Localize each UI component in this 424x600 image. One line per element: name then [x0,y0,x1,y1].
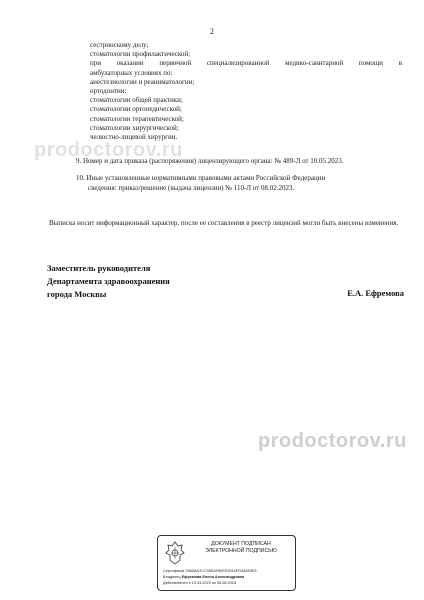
list-item: стоматологии профилактической; [90,50,191,59]
stamp-details [163,568,293,586]
other-info-line1: 10. Иные установленные нормативными правовыми актами Российской Федерации [76,174,326,182]
other-info-line2: сведения: приказ/решение (выдача лицензии) № 110-Л от 08.02.2023. [88,183,295,192]
watermark-top: prodoctorov.ru [34,139,183,161]
stamp-title [188,541,294,555]
signer-title-line: Департамента здравоохранения [47,276,170,286]
list-item: ортодонтии; [90,87,127,96]
signer-name: Е.А. Ефремова [347,288,404,298]
other-info-item [76,174,406,193]
license-services-list [90,41,402,142]
certificate-value: 0360AA7CC49EAF85FE3914FD34A93E3 [185,569,257,573]
page-number: 2 [210,27,214,36]
stamp-title-line: ЭЛЕКТРОННОЙ ПОДПИСЬЮ [205,548,277,554]
certificate-label: Сертификат [163,569,185,573]
coat-of-arms-icon [164,540,186,566]
signer-title [47,262,170,301]
validity-text: Действителен с 13.03.2023 по 05.06.2024 [163,581,236,585]
owner-value: Ефремова Елена Александровна [181,575,245,579]
list-item: стоматологии ортопедической; [90,105,182,114]
list-item: сестринскому делу; [90,41,149,49]
electronic-signature-stamp [157,535,296,591]
stamp-title-line: ДОКУМЕНТ ПОДПИСАН [211,541,271,547]
watermark-bottom: prodoctorov.ru [258,430,407,452]
list-item: амбулаторных условиях по: [90,68,173,77]
signer-title-line: города Москвы [47,289,107,299]
order-number-item: 9. Номер и дата приказа (распоряжения) лицензирующего органа: № 489-Л от 10.05.2023. [76,157,344,165]
disclaimer-note: Выписка носит информационный характер, после ее составления в реестр лицензий могли быть внесены изменения. [49,219,399,227]
list-item: анестезиологии и реаниматологии; [90,77,195,86]
list-item: стоматологии общей практики; [90,96,183,105]
list-item: при оказании первичной специализированной медико-санитарной помощи в [90,59,402,68]
list-item: стоматологии терапевтической; [90,114,184,123]
owner-label: Владелец [163,575,181,579]
list-item: стоматологии хирургической; [90,123,179,132]
list-item: челюстно-лицевой хирургии. [90,133,178,142]
signer-title-line: Заместитель руководителя [47,263,151,273]
